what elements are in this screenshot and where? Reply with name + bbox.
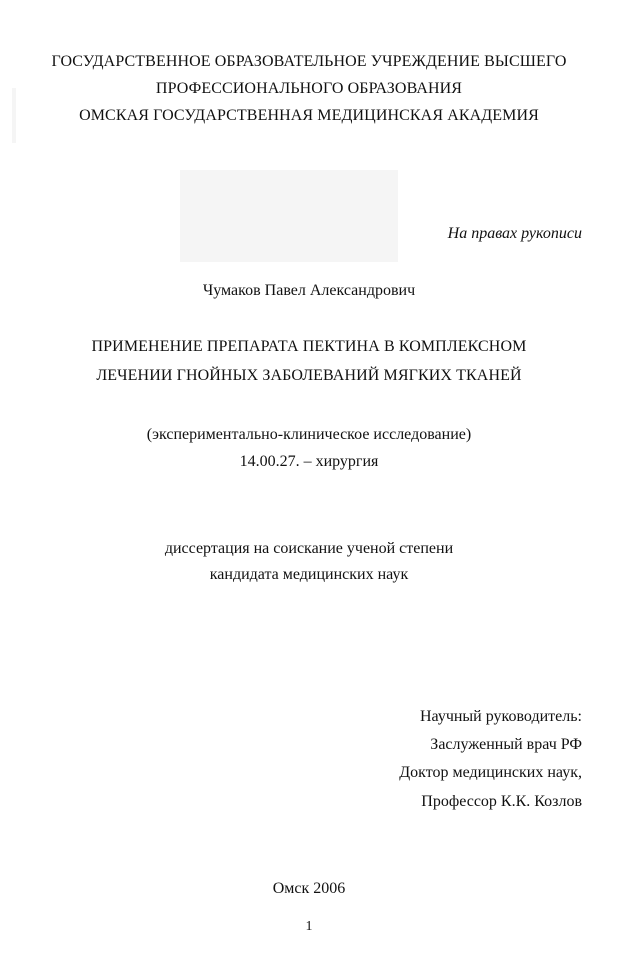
institution-line-2: ПРОФЕССИОНАЛЬНОГО ОБРАЗОВАНИЯ xyxy=(155,80,463,97)
advisor-title-1: Заслуженный врач РФ xyxy=(430,736,582,753)
institution-line-1: ГОСУДАРСТВЕННОЕ ОБРАЗОВАТЕЛЬНОЕ УЧРЕЖДЕНИЕ ВЫСШЕГО xyxy=(51,53,567,70)
advisor-label: Научный руководитель: xyxy=(419,708,582,725)
author-name: Чумаков Павел Александрович xyxy=(202,282,416,299)
institution-line-3: ОМСКАЯ ГОСУДАРСТВЕННАЯ МЕДИЦИНСКАЯ АКАДЕМИЯ xyxy=(79,107,539,124)
study-type: (экспериментально-клиническое исследование) xyxy=(146,426,472,443)
page-number: 1 xyxy=(305,919,313,934)
degree-line-2: кандидата медицинских наук xyxy=(209,566,409,583)
degree-line-1: диссертация на соискание ученой степени xyxy=(164,540,454,557)
scan-shadow xyxy=(180,170,398,262)
dissertation-title-line-2: ЛЕЧЕНИИ ГНОЙНЫХ ЗАБОЛЕВАНИЙ МЯГКИХ ТКАНЕЙ xyxy=(96,367,522,384)
advisor-title-2: Доктор медицинских наук, xyxy=(399,764,582,781)
dissertation-title-line-1: ПРИМЕНЕНИЕ ПРЕПАРАТА ПЕКТИНА В КОМПЛЕКСНОМ xyxy=(91,338,527,355)
specialty-code: 14.00.27. – хирургия xyxy=(239,453,379,470)
place-year: Омск 2006 xyxy=(272,880,346,897)
manuscript-note: На правах рукописи xyxy=(447,225,582,242)
advisor-name: Профессор К.К. Козлов xyxy=(421,793,582,810)
